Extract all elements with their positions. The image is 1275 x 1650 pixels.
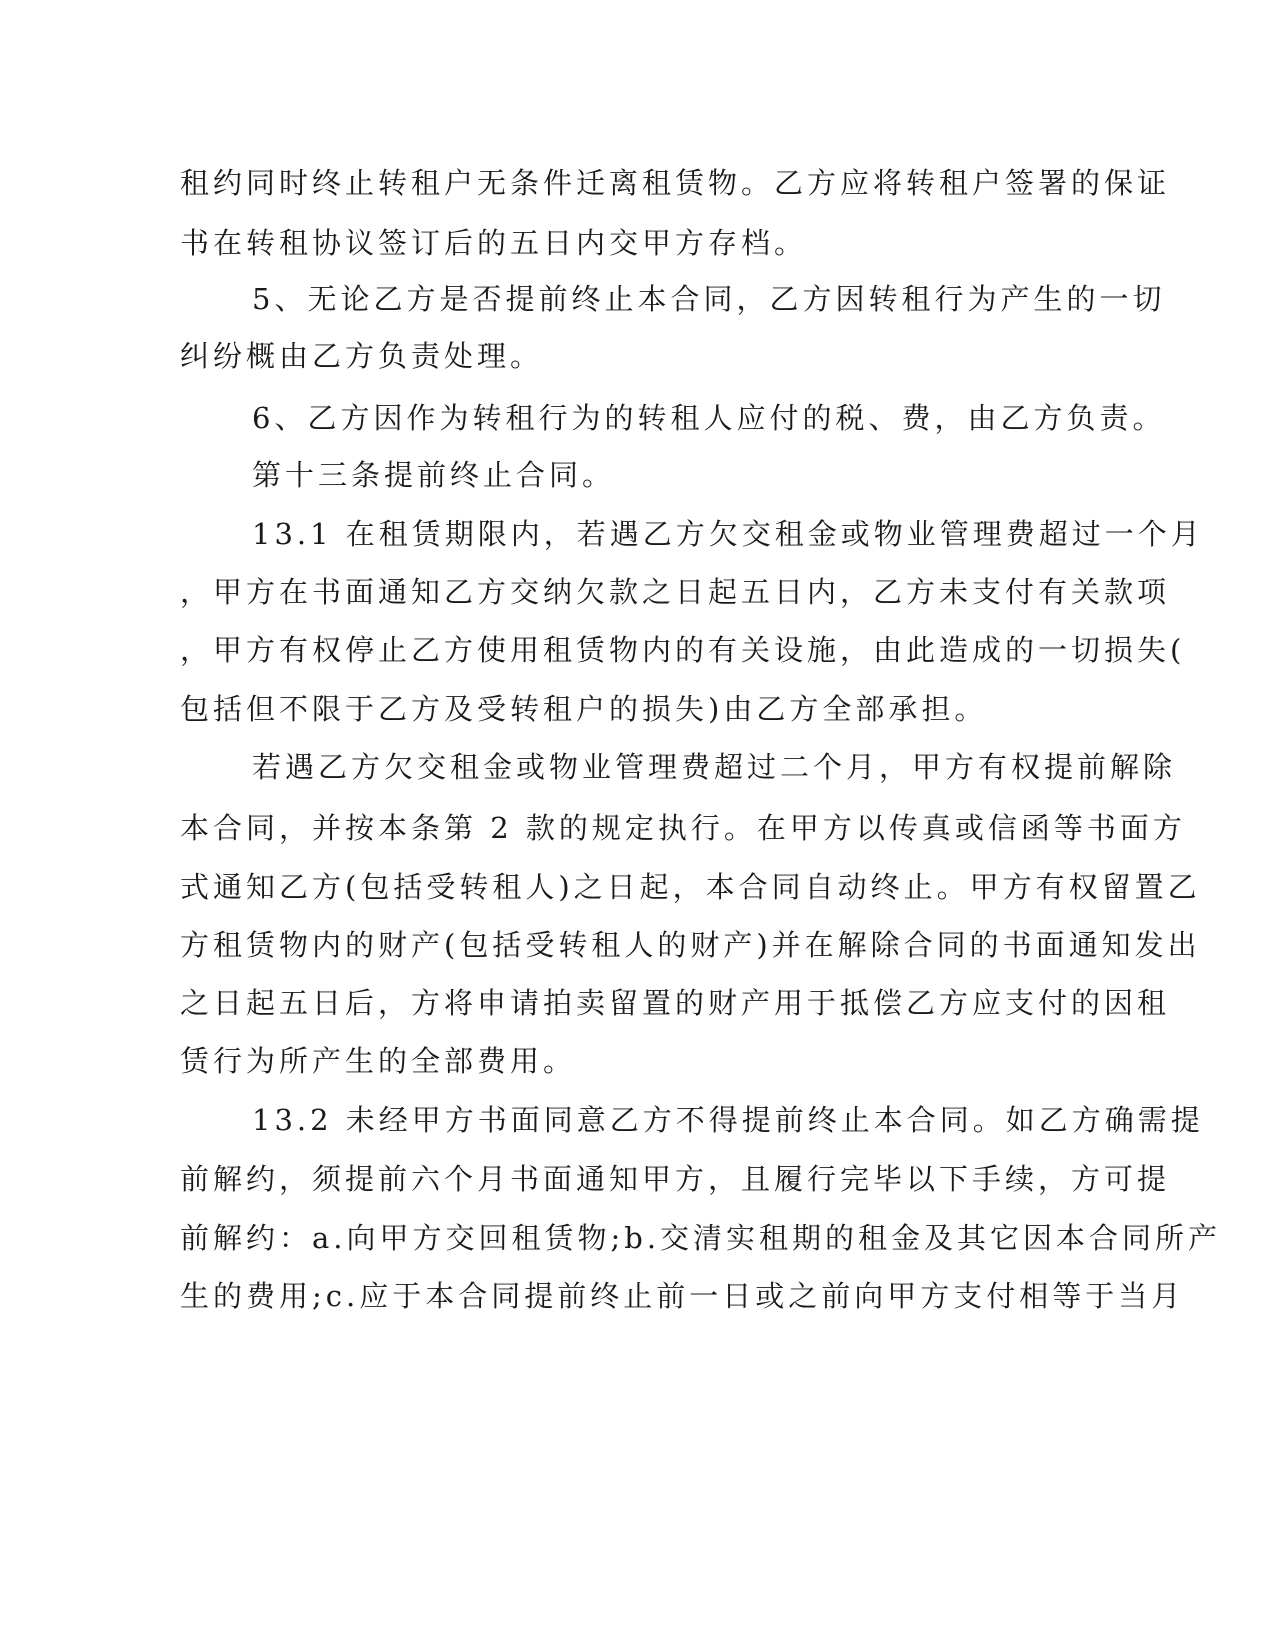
text-line: 若遇乙方欠交租金或物业管理费超过二个月，甲方有权提前解除: [252, 750, 1177, 784]
text-line: 5、无论乙方是否提前终止本合同，乙方因转租行为产生的一切: [252, 282, 1166, 316]
text-line: 书在转租协议签订后的五日内交甲方存档。: [180, 226, 808, 260]
text-line: 赁行为所产生的全部费用。: [180, 1044, 577, 1078]
section-heading: 第十三条提前终止合同。: [252, 458, 616, 492]
text-line: 前解约，须提前六个月书面通知甲方，且履行完毕以下手续，方可提: [180, 1162, 1171, 1196]
text-line: 13.2 未经甲方书面同意乙方不得提前终止本合同。如乙方确需提: [252, 1103, 1204, 1137]
text-line: 方租赁物内的财产(包括受转租人的财产)并在解除合同的书面通知发出: [180, 928, 1201, 962]
text-line: 13.1 在租赁期限内，若遇乙方欠交租金或物业管理费超过一个月: [252, 517, 1204, 551]
text-line: ，甲方在书面通知乙方交纳欠款之日起五日内，乙方未支付有关款项: [180, 575, 1171, 609]
text-line: 6、乙方因作为转租行为的转租人应付的税、费，由乙方负责。: [252, 401, 1166, 435]
text-line: 租约同时终止转租户无条件迁离租赁物。乙方应将转租户签署的保证: [180, 166, 1171, 200]
text-line: 式通知乙方(包括受转租人)之日起，本合同自动终止。甲方有权留置乙: [180, 870, 1201, 904]
text-line: 纠纷概由乙方负责处理。: [180, 339, 544, 373]
text-line: 之日起五日后，方将申请拍卖留置的财产用于抵偿乙方应支付的因租: [180, 986, 1171, 1020]
text-line: 生的费用;c.应于本合同提前终止前一日或之前向甲方支付相等于当月: [180, 1279, 1185, 1313]
text-line: 本合同，并按本条第 2 款的规定执行。在甲方以传真或信函等书面方: [180, 811, 1186, 845]
text-line: 包括但不限于乙方及受转租户的损失)由乙方全部承担。: [180, 692, 988, 726]
text-line: 前解约：a.向甲方交回租赁物;b.交清实租期的租金及其它因本合同所产: [180, 1221, 1222, 1255]
text-line: ，甲方有权停止乙方使用租赁物内的有关设施，由此造成的一切损失(: [180, 633, 1186, 667]
